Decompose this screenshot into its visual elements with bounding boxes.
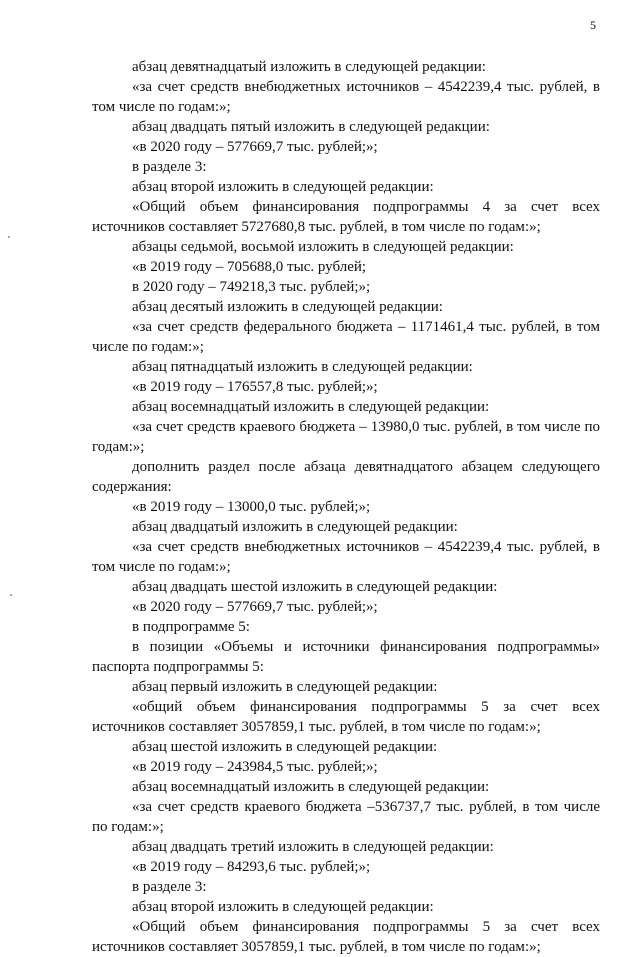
paragraph: абзац восемнадцатый изложить в следующей редакции: xyxy=(132,779,490,795)
scan-speck xyxy=(8,236,10,238)
paragraph: абзац шестой изложить в следующей редакции: xyxy=(132,739,438,755)
paragraph: в разделе 3: xyxy=(132,159,207,175)
paragraph: «в 2019 году – 176557,8 тыс. рублей;»; xyxy=(132,379,378,395)
paragraph: абзац двадцать третий изложить в следующей редакции: xyxy=(132,839,494,855)
paragraph: абзац двадцать пятый изложить в следующей редакции: xyxy=(132,119,490,135)
paragraph: «за счет средств федерального бюджета – 1171461,4 тыс. рублей, в том числе по годам:»; xyxy=(92,319,600,355)
paragraph: в подпрограмме 5: xyxy=(132,619,250,635)
paragraph: абзац двадцатый изложить в следующей редакции: xyxy=(132,519,458,535)
paragraph: «общий объем финансирования подпрограммы 5 за счет всех источников составляет 3057859,1 тыс. рублей, в том числе по годам:»; xyxy=(92,699,600,735)
paragraph: в разделе 3: xyxy=(132,879,207,895)
paragraph: абзац второй изложить в следующей редакции: xyxy=(132,899,434,915)
paragraph: абзац пятнадцатый изложить в следующей редакции: xyxy=(132,359,473,375)
paragraph: «Общий объем финансирования подпрограммы 5 за счет всех источников составляет 3057859,1 тыс. рублей, в том числе по годам:»; xyxy=(92,919,600,955)
paragraph: абзацы седьмой, восьмой изложить в следующей редакции: xyxy=(132,239,514,255)
paragraph: «за счет средств внебюджетных источников – 4542239,4 тыс. рублей, в том числе по годам:»; xyxy=(92,79,600,115)
paragraph: «в 2019 году – 243984,5 тыс. рублей;»; xyxy=(132,759,378,775)
page-number: 5 xyxy=(590,18,596,32)
paragraph: «в 2019 году – 13000,0 тыс. рублей;»; xyxy=(132,499,371,515)
paragraph: в 2020 году – 749218,3 тыс. рублей;»; xyxy=(132,279,371,295)
paragraph: «в 2019 году – 84293,6 тыс. рублей;»; xyxy=(132,859,371,875)
paragraph: «в 2019 году – 705688,0 тыс. рублей; xyxy=(132,259,367,275)
paragraph: «в 2020 году – 577669,7 тыс. рублей;»; xyxy=(132,139,378,155)
paragraph: абзац девятнадцатый изложить в следующей редакции: xyxy=(132,59,486,75)
scan-speck xyxy=(10,594,12,596)
paragraph: абзац двадцать шестой изложить в следующей редакции: xyxy=(132,579,498,595)
paragraph: «за счет средств краевого бюджета – 13980,0 тыс. рублей, в том числе по годам:»; xyxy=(92,419,600,455)
paragraph: «в 2020 году – 577669,7 тыс. рублей;»; xyxy=(132,599,378,615)
paragraph: дополнить раздел после абзаца девятнадцатого абзацем следующего содержания: xyxy=(92,459,600,495)
paragraph: абзац первый изложить в следующей редакции: xyxy=(132,679,438,695)
paragraph: «за счет средств внебюджетных источников – 4542239,4 тыс. рублей, в том числе по годам:»; xyxy=(92,539,600,575)
paragraph: «Общий объем финансирования подпрограммы 4 за счет всех источников составляет 5727680,8 тыс. рублей, в том числе по годам:»; xyxy=(92,199,600,235)
paragraph: абзац второй изложить в следующей редакции: xyxy=(132,179,434,195)
paragraph: в позиции «Объемы и источники финансирования подпрограммы» паспорта подпрограммы 5: xyxy=(92,639,600,675)
paragraph: абзац десятый изложить в следующей редакции: xyxy=(132,299,443,315)
paragraph: «за счет средств краевого бюджета –536737,7 тыс. рублей, в том числе по годам:»; xyxy=(92,799,600,835)
document-body xyxy=(92,57,600,957)
paragraph: абзац восемнадцатый изложить в следующей редакции: xyxy=(132,399,490,415)
